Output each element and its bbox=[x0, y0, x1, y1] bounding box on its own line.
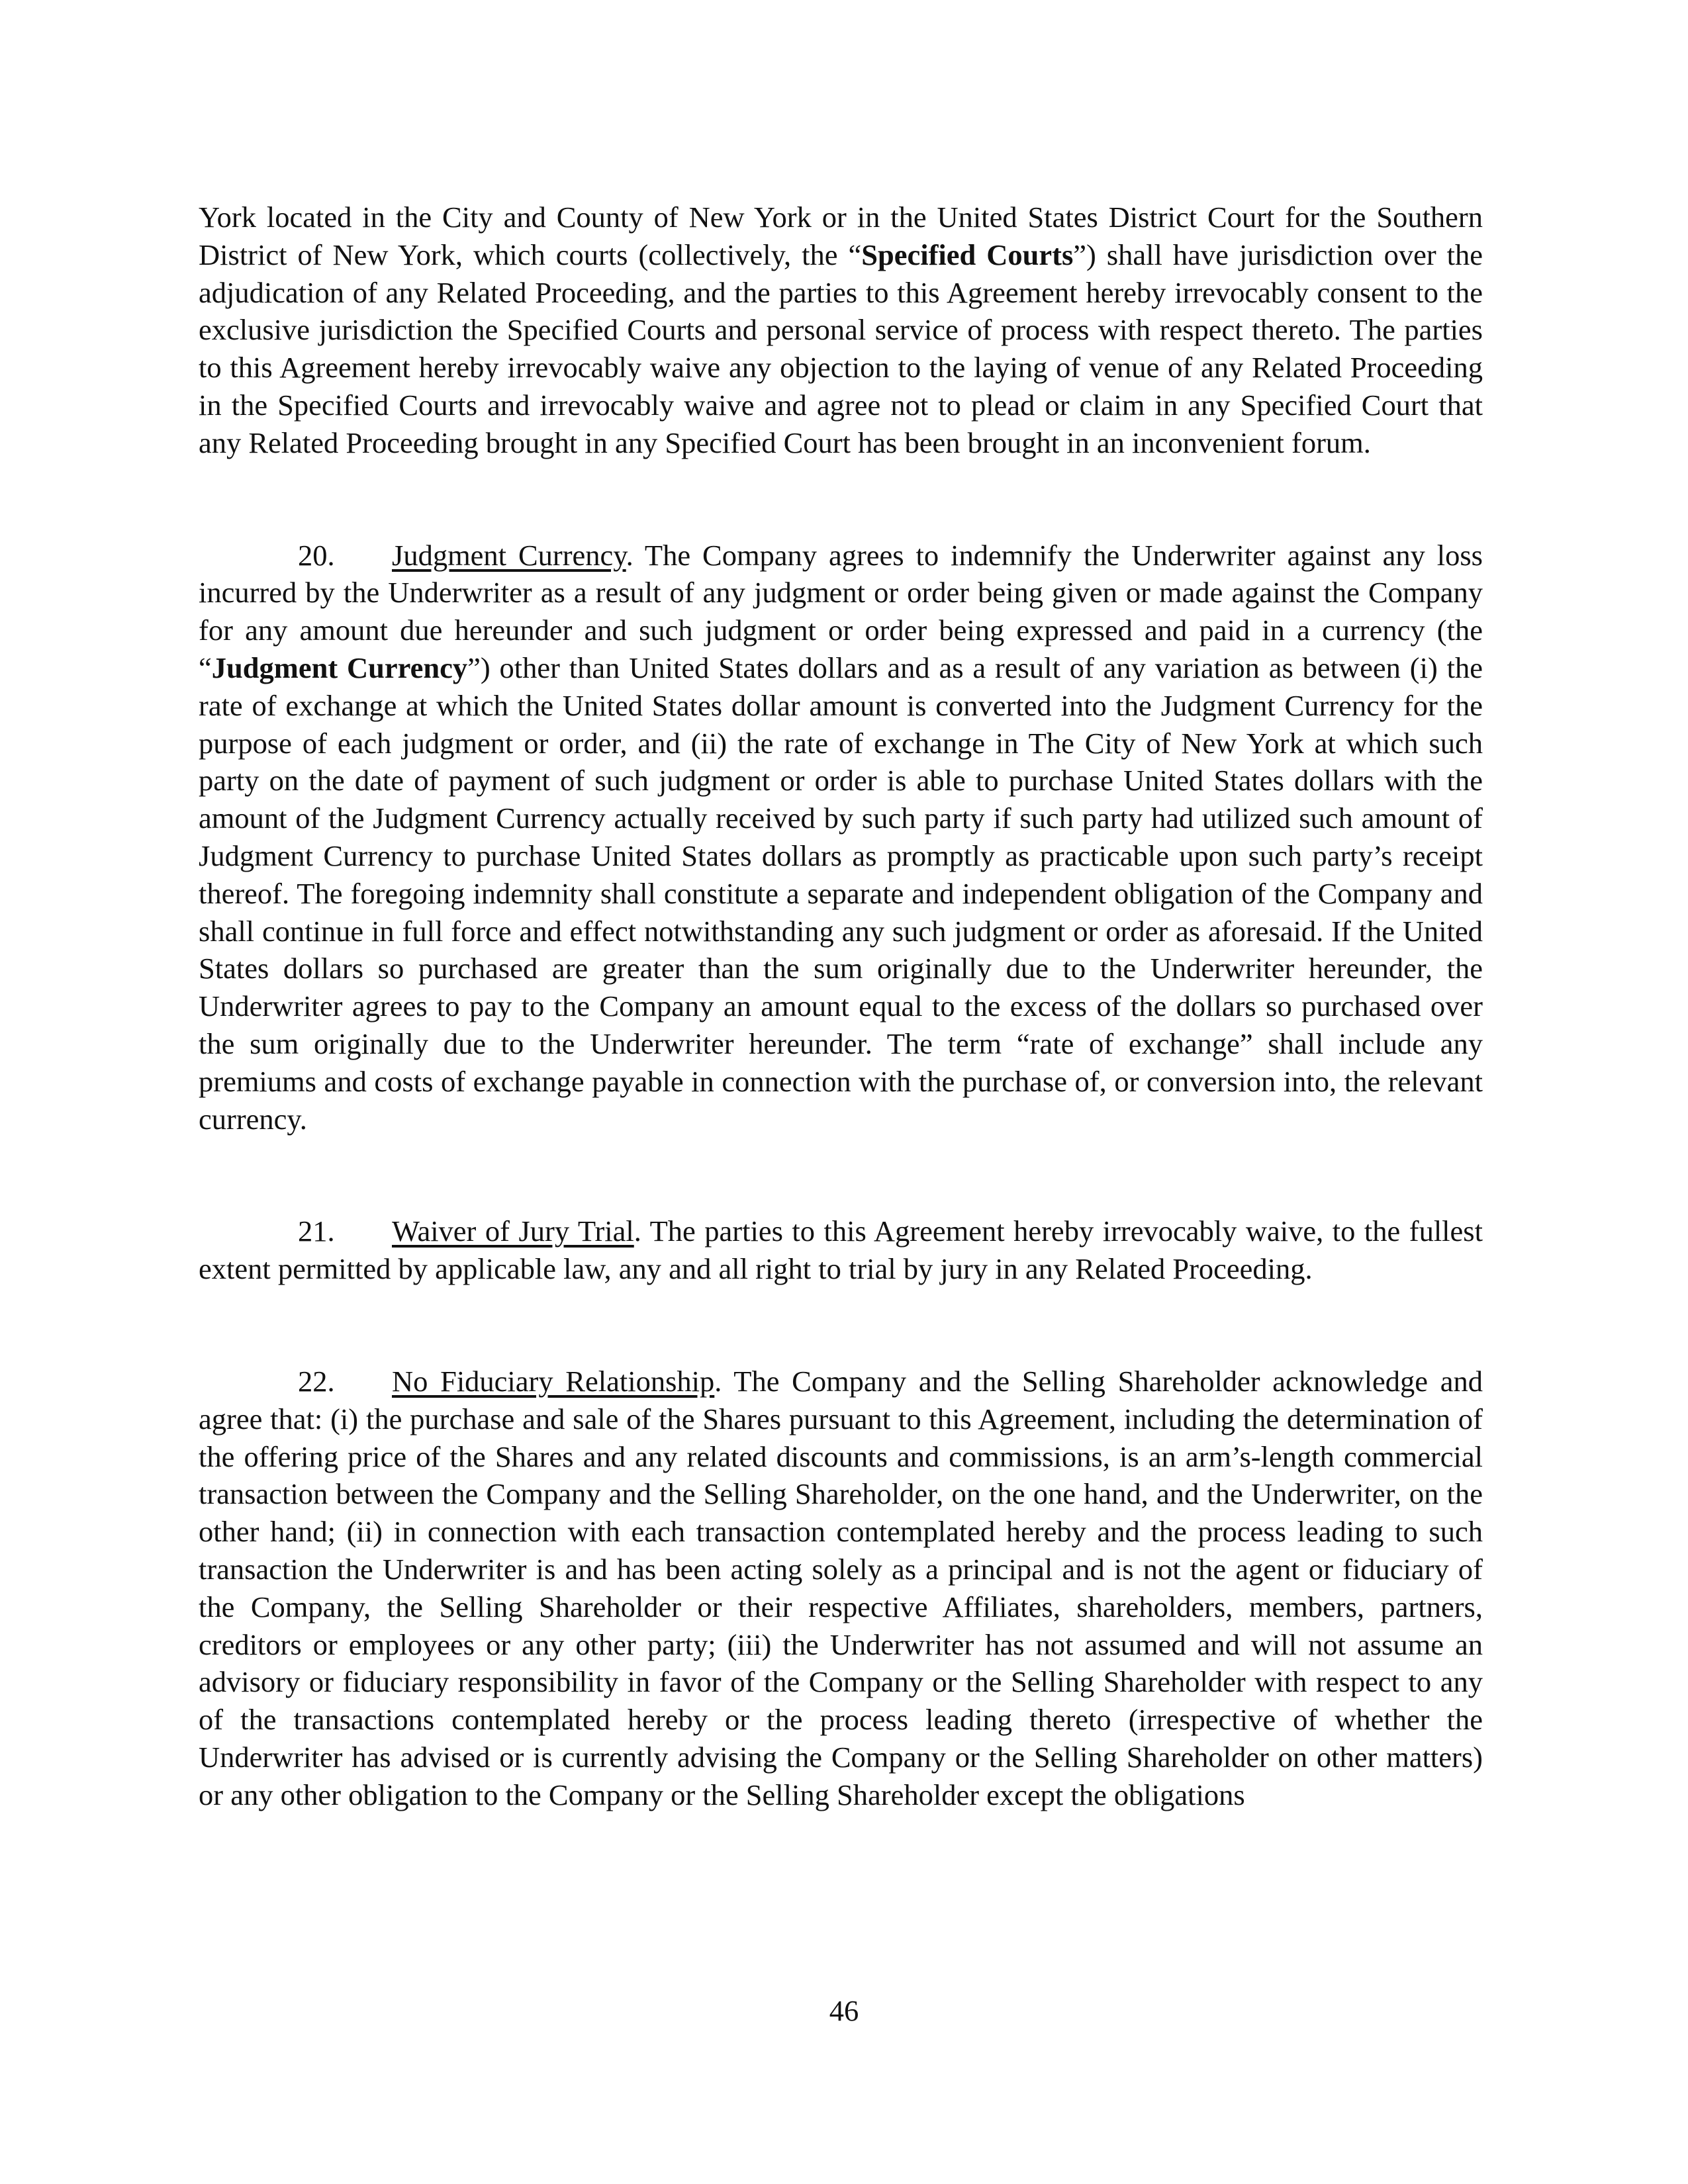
section-number: 22. bbox=[298, 1364, 335, 1398]
section-21-waiver-of-jury-trial bbox=[199, 1212, 1483, 1288]
section-22-no-fiduciary-relationship bbox=[199, 1363, 1483, 1814]
paragraph-continuation bbox=[199, 199, 1483, 462]
paragraph-text: York located in the City and County of New York or in the United States District Court for the Southern District of New York, which courts (collectively, the “ bbox=[199, 201, 1483, 271]
paragraph-text: ”) shall have jurisdiction over the adjudication of any Related Proceeding, and the parties to this Agreement hereby irrevocably consent to the exclusive jurisdiction the Specified Courts and personal service of process with respect thereto. The parties to this Agreement hereby irrevocably waive any objection to the laying of venue of any Related Proceeding in the Specified Courts and irrevocably waive and agree not to plead or claim in any Specified Court that any Related Proceeding brought in any Specified Court has been brought in an inconvenient forum. bbox=[199, 238, 1483, 459]
section-number: 20. bbox=[298, 538, 335, 572]
paragraph-text: ”) other than United States dollars and as a result of any variation as between (i) the rate of exchange at which the United States dollar amount is converted into the Judgment Currency for the purpose of each judgment or order, and (ii) the rate of exchange in The City of New York at which such party on the date of payment of such judgment or order is able to purchase United States dollars with the amount of the Judgment Currency actually received by such party if such party had utilized such amount of Judgment Currency to purchase United States dollars as promptly as practicable upon such party’s receipt thereof. The foregoing indemnity shall constitute a separate and independent obligation of the Company and shall continue in full force and effect notwithstanding any such judgment or order as aforesaid. If the United States dollars so purchased are greater than the sum originally due to the Underwriter hereunder, the Underwriter agrees to pay to the Company an amount equal to the excess of the dollars so purchased over the sum originally due to the Underwriter hereunder. The term “rate of exchange” shall include any premiums and costs of exchange payable in connection with the purchase of, or conversion into, the relevant currency. bbox=[199, 651, 1483, 1136]
section-number: 21. bbox=[298, 1214, 335, 1248]
section-heading: Judgment Currency bbox=[392, 538, 626, 572]
section-20-judgment-currency bbox=[199, 537, 1483, 1138]
defined-term-specified-courts: Specified Courts bbox=[861, 238, 1074, 271]
document-page bbox=[199, 199, 1483, 1813]
defined-term-judgment-currency: Judgment Currency bbox=[211, 651, 468, 684]
section-heading: Waiver of Jury Trial bbox=[392, 1214, 634, 1248]
section-heading: No Fiduciary Relationship bbox=[392, 1364, 715, 1398]
page-number: 46 bbox=[829, 1994, 859, 2027]
paragraph-text: . The Company and the Selling Shareholder acknowledge and agree that: (i) the purchase and sale of the Shares pursuant to this Agreement, including the determination of the offering price of the Shares and any related discounts and commissions, is an arm’s-length commercial transaction between the Company and the Selling Shareholder, on the one hand, and the Underwriter, on the other hand; (ii) in connection with each transaction contemplated hereby and the process leading to such transaction the Underwriter is and has been acting solely as a principal and is not the agent or fiduciary of the Company, the Selling Shareholder or their respective Affiliates, shareholders, members, partners, creditors or employees or any other party; (iii) the Underwriter has not assumed and will not assume an advisory or fiduciary responsibility in favor of the Company or the Selling Shareholder with respect to any of the transactions contemplated hereby or the process leading thereto (irrespective of whether the Underwriter has advised or is currently advising the Company or the Selling Shareholder on other matters) or any other obligation to the Company or the Selling Shareholder except the obligations bbox=[199, 1364, 1483, 1811]
paragraph-text: . The parties to this Agreement hereby irrevocably waive, to the fullest extent permitted by applicable law, any and all right to trial by jury in any Related Proceeding. bbox=[199, 1214, 1483, 1286]
paragraph-text: . The Company agrees to indemnify the Underwriter against any loss incurred by the Underwriter as a result of any judgment or order being given or made against the Company for any amount due hereunder and such judgment or order being expressed and paid in a currency (the “ bbox=[199, 538, 1483, 684]
